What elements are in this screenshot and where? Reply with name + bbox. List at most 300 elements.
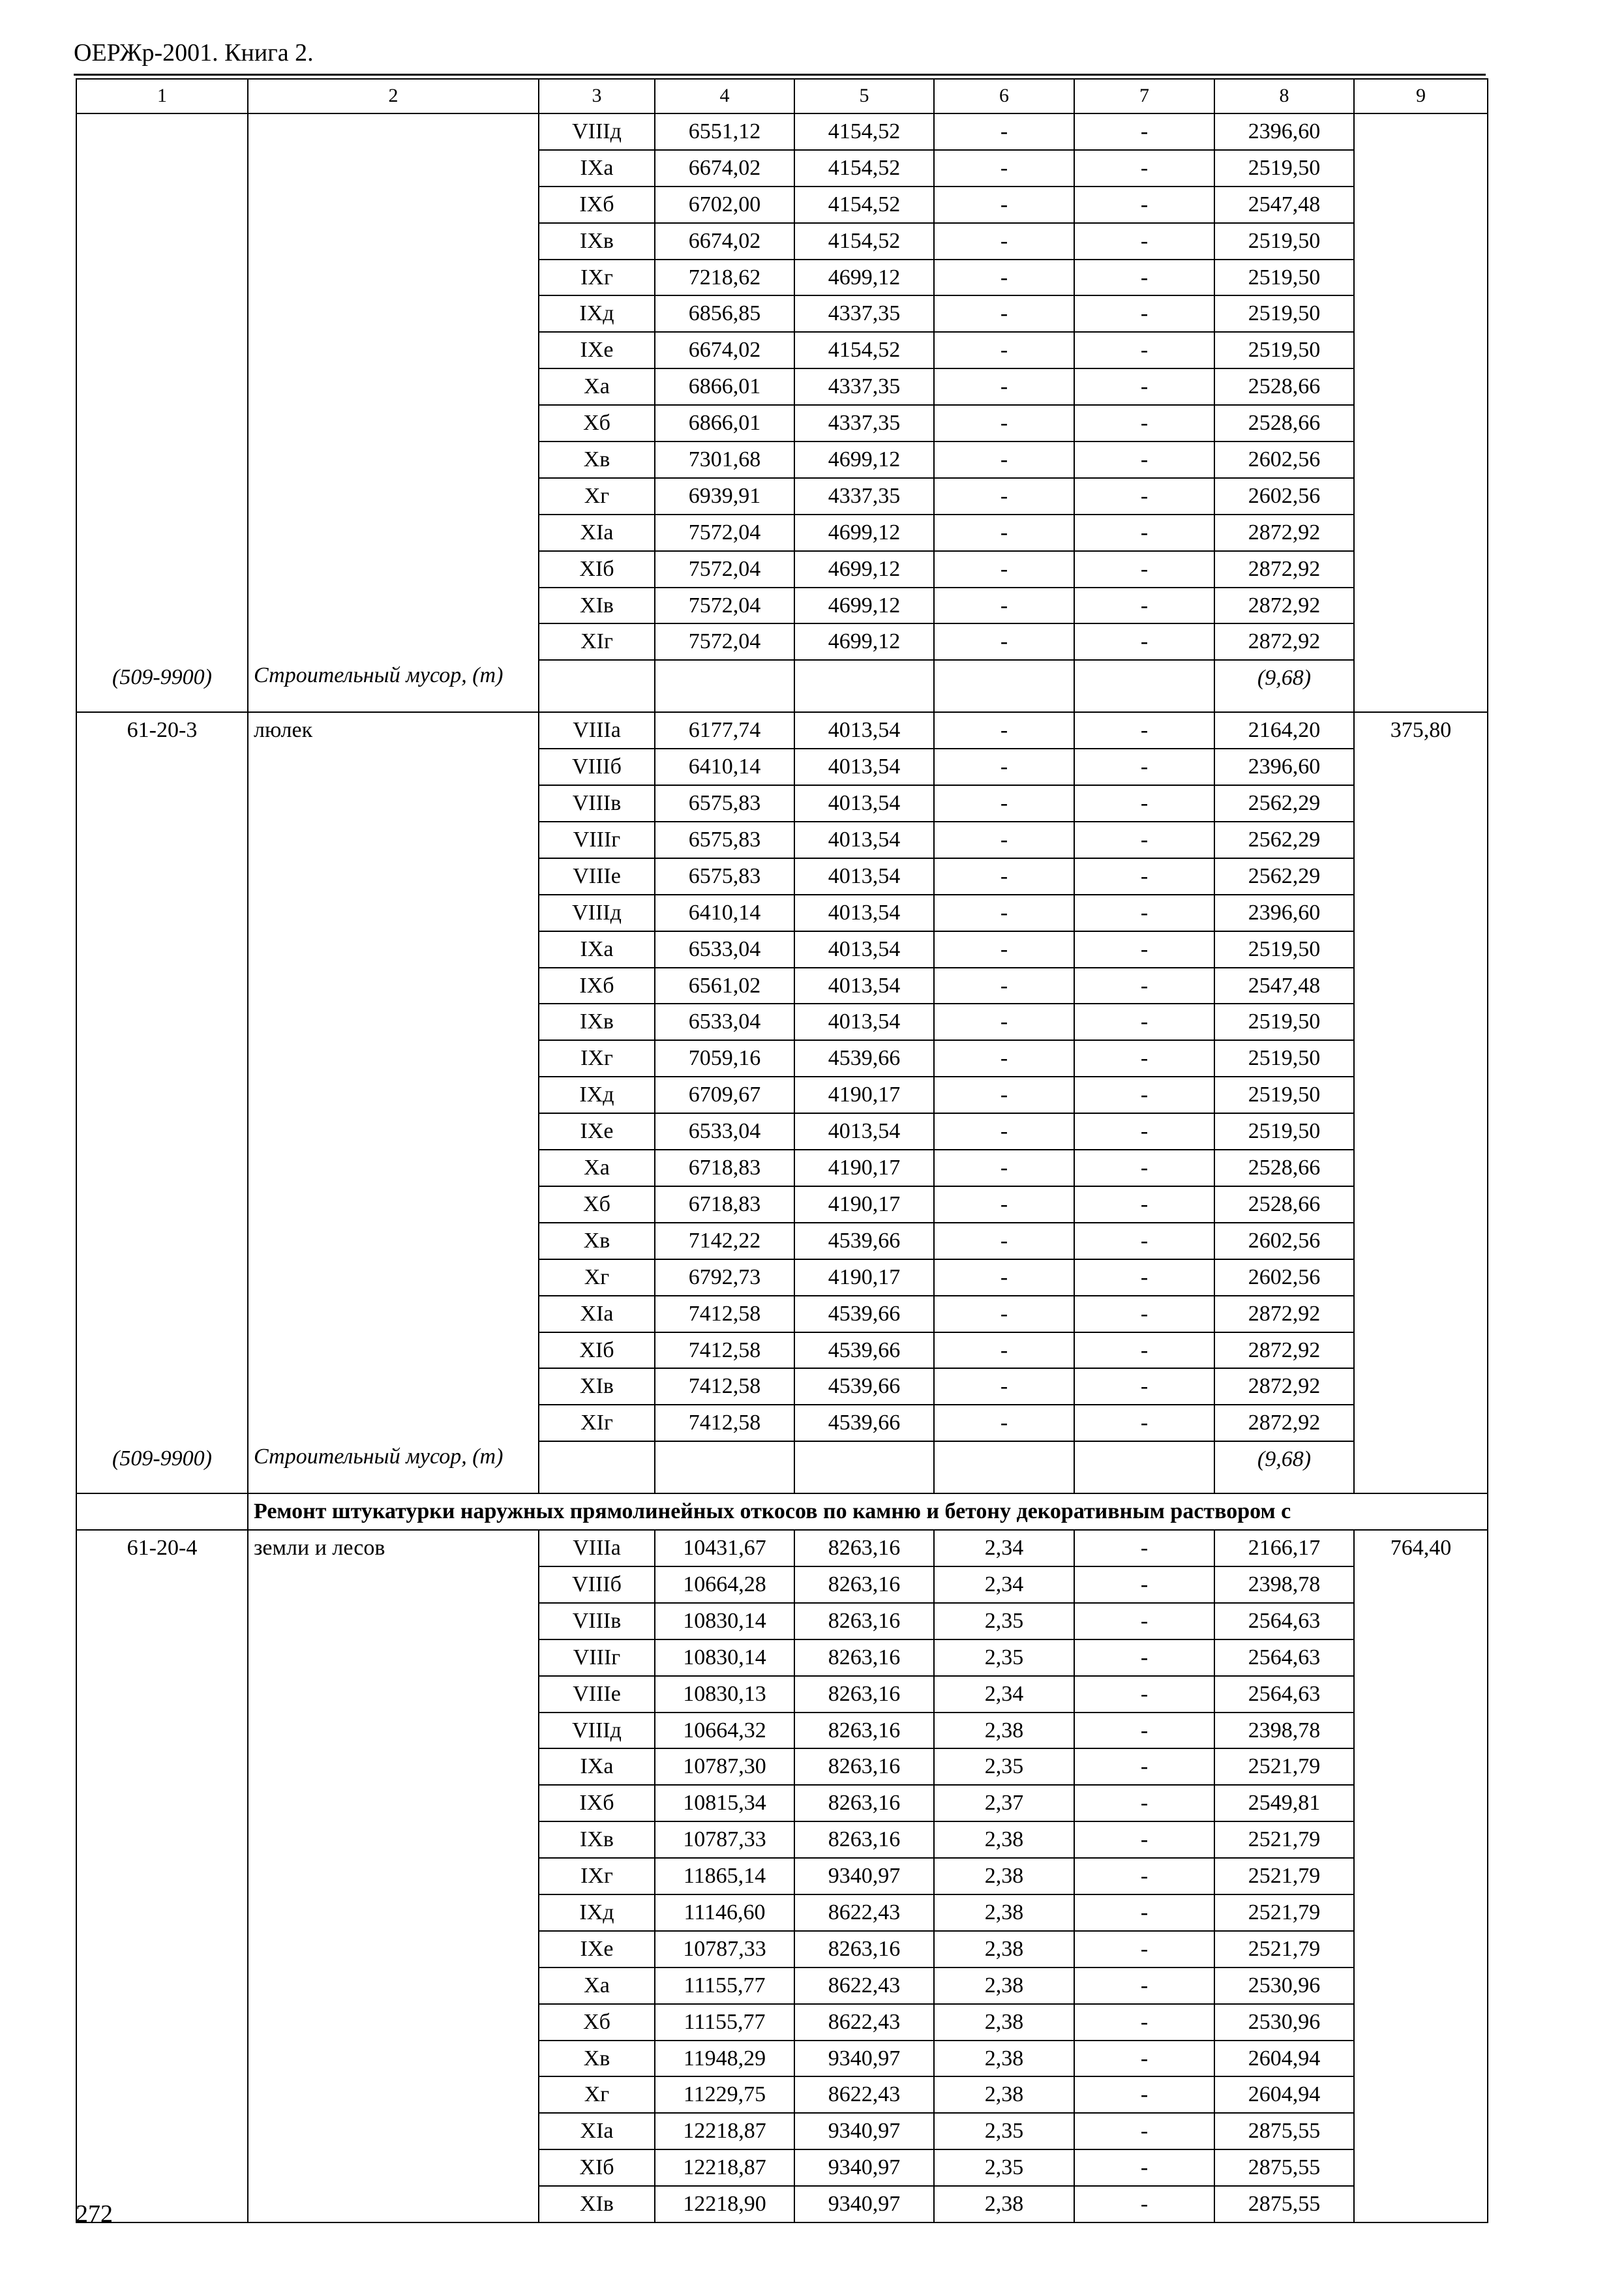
cell-col-5: 8263,16 [794,1931,934,1967]
cell-col-5: 4154,52 [794,150,934,187]
norm-code [76,931,248,968]
norm-code [76,858,248,895]
cell-col-6: 2,38 [934,1931,1074,1967]
cell-col-4: 6939,91 [655,478,794,515]
norm-code [76,749,248,785]
cell-col-5: 4013,54 [794,822,934,858]
work-name [248,1821,539,1858]
table-row [76,1186,1488,1223]
col9-value [1354,1858,1488,1894]
cell-col-8: 2875,55 [1214,2149,1354,2186]
work-name [248,515,539,551]
cell-col-6: 2,38 [934,1858,1074,1894]
cell-col-8: 2564,63 [1214,1639,1354,1676]
table-row [76,1639,1488,1676]
cell-col-7: - [1074,1639,1214,1676]
cell-col-8: 2564,63 [1214,1603,1354,1639]
col9-value [1354,2113,1488,2149]
cell-col-6: - [934,187,1074,223]
cell-col-7: - [1074,2076,1214,2113]
cell-col-3: XIб [539,1332,655,1369]
cell-col-8: 2549,81 [1214,1785,1354,1821]
cell-col-5: 4013,54 [794,785,934,822]
cell-col-8: 2564,63 [1214,1676,1354,1713]
cell-col-5: 9340,97 [794,1858,934,1894]
empty-cell [1354,1441,1488,1493]
norm-code [76,895,248,931]
norm-code [76,1676,248,1713]
cell-col-6: - [934,1368,1074,1405]
cell-col-5: 4013,54 [794,1004,934,1040]
cell-col-5: 4539,66 [794,1368,934,1405]
column-header: 2 [248,79,539,113]
col9-value [1354,1676,1488,1713]
cell-col-7: - [1074,822,1214,858]
norm-code [76,588,248,624]
cell-col-4: 10830,14 [655,1603,794,1639]
cell-col-3: VIIIв [539,785,655,822]
table-row [76,441,1488,478]
note-code: (509-9900) [76,1441,248,1493]
table-row [76,1931,1488,1967]
cell-col-8: 2519,50 [1214,1113,1354,1150]
cell-col-6: - [934,515,1074,551]
cell-col-7: - [1074,1858,1214,1894]
col9-value [1354,295,1488,332]
cell-col-3: Xв [539,2041,655,2077]
cell-col-4: 6866,01 [655,368,794,405]
cell-col-7: - [1074,1931,1214,1967]
cell-col-6: - [934,295,1074,332]
work-name [248,187,539,223]
table-row [76,1530,1488,1566]
col9-value [1354,1004,1488,1040]
table-row [76,712,1488,749]
cell-col-7: - [1074,1566,1214,1603]
table-row [76,187,1488,223]
norm-code [76,1332,248,1369]
cell-col-6: - [934,1405,1074,1441]
cell-col-5: 8263,16 [794,1713,934,1749]
cell-col-8: 2872,92 [1214,1296,1354,1332]
cell-col-5: 4190,17 [794,1077,934,1113]
work-name [248,588,539,624]
cell-col-4: 10664,32 [655,1713,794,1749]
cell-col-7: - [1074,1967,1214,2004]
note-row [76,660,1488,712]
col9-value [1354,1821,1488,1858]
col9-value [1354,931,1488,968]
cell-col-3: IXв [539,1004,655,1040]
cell-col-4: 6575,83 [655,785,794,822]
col9-value [1354,2186,1488,2222]
col9-value [1354,223,1488,260]
cell-col-8: 2528,66 [1214,368,1354,405]
cell-col-6: 2,34 [934,1530,1074,1566]
cell-col-7: - [1074,1332,1214,1369]
col9-value [1354,2076,1488,2113]
cell-col-3: Xб [539,2004,655,2041]
cell-col-5: 4190,17 [794,1186,934,1223]
cell-col-7: - [1074,1077,1214,1113]
cell-col-7: - [1074,1713,1214,1749]
cell-col-6: - [934,1077,1074,1113]
table-row [76,1223,1488,1259]
cell-col-5: 4539,66 [794,1040,934,1077]
column-header: 8 [1214,79,1354,113]
cell-col-8: 2528,66 [1214,405,1354,441]
cell-col-4: 7059,16 [655,1040,794,1077]
cell-col-7: - [1074,2113,1214,2149]
cell-col-8: 2521,79 [1214,1858,1354,1894]
cell-col-7: - [1074,1004,1214,1040]
cell-col-7: - [1074,368,1214,405]
table-row [76,478,1488,515]
work-name [248,1113,539,1150]
cell-col-5: 8263,16 [794,1639,934,1676]
cell-col-3: IXе [539,1113,655,1150]
norm-code [76,1368,248,1405]
cell-col-5: 8263,16 [794,1530,934,1566]
table-row [76,895,1488,931]
column-header: 6 [934,79,1074,113]
cell-col-4: 6551,12 [655,113,794,150]
cell-col-3: IXв [539,223,655,260]
work-name [248,1004,539,1040]
work-name [248,1639,539,1676]
cell-col-6: - [934,260,1074,296]
work-name [248,1894,539,1931]
table-row [76,2113,1488,2149]
cell-col-3: IXг [539,260,655,296]
cell-col-3: VIIIб [539,1566,655,1603]
cell-col-6: - [934,1004,1074,1040]
norm-code [76,113,248,150]
cell-col-7: - [1074,858,1214,895]
cell-col-4: 7572,04 [655,588,794,624]
cell-col-8: 2519,50 [1214,332,1354,368]
col9-value [1354,1150,1488,1186]
col9-value [1354,2041,1488,2077]
table-row [76,1113,1488,1150]
norm-code [76,2149,248,2186]
table-row [76,1821,1488,1858]
work-name [248,2076,539,2113]
cell-col-5: 8622,43 [794,1967,934,2004]
work-name [248,2113,539,2149]
col9-value [1354,1405,1488,1441]
work-name [248,1186,539,1223]
table-row [76,1040,1488,1077]
work-name [248,1931,539,1967]
empty-cell [1074,660,1214,712]
cell-col-8: 2521,79 [1214,1894,1354,1931]
cell-col-6: - [934,478,1074,515]
cell-col-4: 6674,02 [655,150,794,187]
cell-col-8: 2519,50 [1214,223,1354,260]
norm-code [76,623,248,660]
column-header-row [76,79,1488,113]
cell-col-7: - [1074,1821,1214,1858]
norm-code [76,1858,248,1894]
norm-code [76,368,248,405]
cell-col-5: 9340,97 [794,2186,934,2222]
table-row [76,1150,1488,1186]
cell-col-6: - [934,1296,1074,1332]
table-row [76,968,1488,1004]
cell-col-4: 6674,02 [655,332,794,368]
cell-col-4: 12218,87 [655,2113,794,2149]
work-name [248,1713,539,1749]
work-name [248,1296,539,1332]
cell-col-3: Xа [539,1150,655,1186]
norm-code [76,1259,248,1296]
work-name [248,2004,539,2041]
cell-col-3: XIб [539,2149,655,2186]
cell-col-6: 2,35 [934,1639,1074,1676]
cell-col-6: - [934,931,1074,968]
cell-col-6: 2,38 [934,1894,1074,1931]
cell-col-7: - [1074,749,1214,785]
cell-col-4: 6410,14 [655,749,794,785]
norm-code [76,1113,248,1150]
col9-value [1354,2004,1488,2041]
table-row [76,931,1488,968]
work-name [248,441,539,478]
cell-col-4: 10664,28 [655,1566,794,1603]
work-name [248,1040,539,1077]
cell-col-5: 4013,54 [794,895,934,931]
note-value: (9,68) [1214,1441,1354,1493]
table-row [76,1332,1488,1369]
work-name [248,1223,539,1259]
work-name [248,1676,539,1713]
cell-col-8: 2519,50 [1214,150,1354,187]
cell-col-3: XIг [539,623,655,660]
cell-col-7: - [1074,478,1214,515]
column-header: 3 [539,79,655,113]
cell-col-5: 4539,66 [794,1332,934,1369]
cell-col-5: 4013,54 [794,968,934,1004]
cell-col-3: IXа [539,150,655,187]
cell-col-8: 2521,79 [1214,1931,1354,1967]
cell-col-3: VIIIд [539,113,655,150]
cell-col-8: 2872,92 [1214,551,1354,588]
cell-col-5: 8622,43 [794,2076,934,2113]
cell-col-3: Xа [539,368,655,405]
work-name [248,1748,539,1785]
work-name [248,1858,539,1894]
cell-col-8: 2562,29 [1214,822,1354,858]
cell-col-6: - [934,588,1074,624]
section-title-row [76,1493,1488,1530]
work-name [248,2186,539,2222]
cell-col-7: - [1074,1676,1214,1713]
cell-col-7: - [1074,223,1214,260]
norm-code [76,1639,248,1676]
work-name [248,1967,539,2004]
cell-col-3: VIIIг [539,822,655,858]
cell-col-7: - [1074,1186,1214,1223]
norm-code [76,1603,248,1639]
cell-col-3: IXд [539,1894,655,1931]
page-number: 272 [76,2200,113,2228]
cell-col-7: - [1074,1785,1214,1821]
col9-value [1354,1077,1488,1113]
cell-col-6: 2,35 [934,2113,1074,2149]
col9-value: 375,80 [1354,712,1488,749]
cell-col-3: Xг [539,2076,655,2113]
empty-cell [794,1441,934,1493]
cell-col-3: Xв [539,441,655,478]
cell-col-3: IXб [539,187,655,223]
col9-value [1354,150,1488,187]
table-row [76,113,1488,150]
cell-col-8: 2519,50 [1214,1004,1354,1040]
cell-col-6: 2,38 [934,2004,1074,2041]
work-name [248,749,539,785]
cell-col-6: 2,38 [934,2041,1074,2077]
table-row [76,1405,1488,1441]
cell-col-3: IXв [539,1821,655,1858]
work-name [248,368,539,405]
cell-col-7: - [1074,332,1214,368]
cell-col-8: 2872,92 [1214,1405,1354,1441]
norm-code [76,150,248,187]
cell-col-4: 7572,04 [655,515,794,551]
cell-col-7: - [1074,515,1214,551]
cell-col-7: - [1074,1223,1214,1259]
col9-value [1354,822,1488,858]
cell-col-6: - [934,1223,1074,1259]
cell-col-8: 2396,60 [1214,113,1354,150]
cell-col-4: 7572,04 [655,551,794,588]
cell-col-7: - [1074,1259,1214,1296]
cell-col-6: 2,35 [934,2149,1074,2186]
note-text-cell [248,660,539,712]
cell-col-5: 8622,43 [794,1894,934,1931]
cell-col-4: 7412,58 [655,1368,794,1405]
col9-value [1354,1931,1488,1967]
cell-col-3: XIв [539,1368,655,1405]
cell-col-4: 10815,34 [655,1785,794,1821]
work-name [248,1405,539,1441]
cell-col-7: - [1074,1894,1214,1931]
table-row [76,588,1488,624]
cell-col-5: 4154,52 [794,223,934,260]
cell-col-7: - [1074,968,1214,1004]
cell-col-6: - [934,895,1074,931]
cell-col-7: - [1074,895,1214,931]
work-name [248,1785,539,1821]
cell-col-6: - [934,1332,1074,1369]
norm-code [76,1223,248,1259]
norm-code [76,187,248,223]
col9-value [1354,1785,1488,1821]
norm-code [76,1785,248,1821]
norm-code [76,1150,248,1186]
col9-value [1354,1296,1488,1332]
empty-cell [539,1441,655,1493]
norm-code [76,1296,248,1332]
table-row [76,749,1488,785]
cell-col-7: - [1074,1405,1214,1441]
col9-value [1354,187,1488,223]
cell-col-4: 6792,73 [655,1259,794,1296]
work-name [248,2041,539,2077]
cell-col-4: 6533,04 [655,931,794,968]
table-row [76,1748,1488,1785]
empty-cell [934,660,1074,712]
norm-code [76,1186,248,1223]
table-row [76,405,1488,441]
cell-col-4: 6410,14 [655,895,794,931]
cell-col-8: 2166,17 [1214,1530,1354,1566]
cell-col-7: - [1074,623,1214,660]
cell-col-4: 11146,60 [655,1894,794,1931]
cell-col-3: Xв [539,1223,655,1259]
col9-value [1354,1368,1488,1405]
cell-col-8: 2547,48 [1214,187,1354,223]
cell-col-6: 2,34 [934,1676,1074,1713]
col9-value [1354,588,1488,624]
table-row [76,150,1488,187]
cell-col-4: 12218,90 [655,2186,794,2222]
norm-code [76,478,248,515]
table-row [76,1894,1488,1931]
cell-col-6: - [934,968,1074,1004]
work-name [248,895,539,931]
col9-value [1354,1223,1488,1259]
cell-col-6: - [934,113,1074,150]
empty-cell [1074,1441,1214,1493]
work-name [248,150,539,187]
document-header-title: ОЕРЖр-2001. Книга 2. [74,39,314,67]
col9-value [1354,368,1488,405]
cell-col-7: - [1074,1368,1214,1405]
cell-col-6: - [934,749,1074,785]
cell-col-3: VIIIд [539,1713,655,1749]
table-row [76,295,1488,332]
cell-col-4: 6718,83 [655,1186,794,1223]
norm-code: 61-20-4 [76,1530,248,1566]
work-name [248,113,539,150]
cell-col-3: VIIIе [539,1676,655,1713]
work-name [248,1332,539,1369]
cell-col-6: - [934,785,1074,822]
empty-cell [934,1441,1074,1493]
cell-col-4: 6856,85 [655,295,794,332]
cell-col-3: XIб [539,551,655,588]
cell-col-8: 2872,92 [1214,515,1354,551]
col9-value [1354,1748,1488,1785]
norm-code [76,441,248,478]
table-row [76,2004,1488,2041]
col9-value: 764,40 [1354,1530,1488,1566]
col9-value [1354,1639,1488,1676]
cell-col-7: - [1074,2041,1214,2077]
cell-col-3: IXе [539,332,655,368]
cell-col-3: XIв [539,588,655,624]
cell-col-4: 10787,30 [655,1748,794,1785]
cell-col-5: 4190,17 [794,1150,934,1186]
cell-col-8: 2519,50 [1214,1040,1354,1077]
cell-col-8: 2528,66 [1214,1150,1354,1186]
cell-col-6: - [934,368,1074,405]
norm-code [76,260,248,296]
cell-col-7: - [1074,260,1214,296]
norm-code [76,295,248,332]
